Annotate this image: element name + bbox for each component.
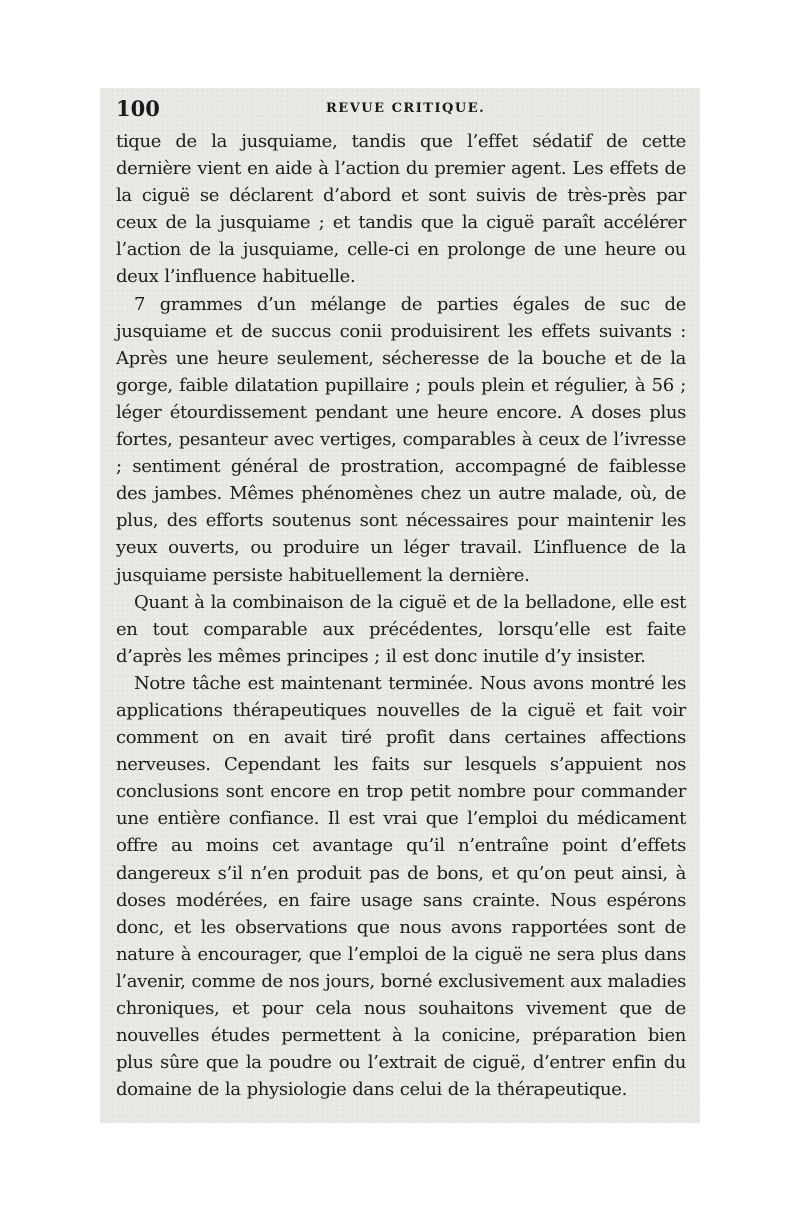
paragraph-continuation: tique de la jusquiame, tandis que l’effet sédatif de cette dernière vient en aide à l’action du premier agent. Les effets de la ciguë se déclarent d’abord et sont suivis de très-près par ceux de la jusquiame ; et tandis que la ciguë paraît accélérer l’action de la jusquiame, celle-ci en prolonge de une heure ou deux l’influence habituelle.: [116, 131, 686, 288]
page-number: 100: [116, 96, 160, 121]
page-header: [116, 96, 684, 124]
body-text: [116, 128, 686, 1103]
paragraph-conclusion: Notre tâche est maintenant terminée. Nous avons montré les applications thérapeutiques nouvelles de la ciguë et fait voir comment on en avait tiré profit dans certaines affections nerveuses. Cependant les faits sur lesquels s’appuient nos conclusions sont encore en trop petit nombre pour commander une entière confiance. Il est vrai que l’emploi du médicament offre au moins cet avantage qu’il n’entraîne point d’effets dangereux s’il n’en produit pas de bons, et qu’on peut ainsi, à doses modérées, en faire usage sans crainte. Nous espérons donc, et les observations que nous avons rapportées sont de nature à encourager, que l’emploi de la ciguë ne sera plus dans l’avenir, comme de nos jours, borné exclusivement aux maladies chroniques, et pour cela nous souhaitons vivement que de nouvelles études permettent à la conicine, préparation bien plus sûre que la poudre ou l’extrait de ciguë, d’entrer enfin du domaine de la physiologie dans celui de la thérapeutique.: [116, 672, 686, 1101]
paragraph-belladone: Quant à la combinaison de la ciguë et de la belladone, elle est en tout comparable aux précédentes, lorsqu’elle est faite d’après les mêmes principes ; il est donc inutile d’y insister.: [116, 591, 686, 667]
running-head: REVUE CRITIQUE.: [326, 101, 486, 116]
paragraph-jusquiame-dose: 7 grammes d’un mélange de parties égales de suc de jusquiame et de succus conii produisirent les effets suivants : Après une heure seulement, sécheresse de la bouche et de la gorge, faible dilatation pupillaire ; pouls plein et régulier, à 56 ; léger étourdissement pendant une heure encore. A doses plus fortes, pesanteur avec vertiges, comparables à ceux de l’ivresse ; sentiment général de prostration, accompagné de faiblesse des jambes. Mêmes phénomènes chez un autre malade, où, de plus, des efforts soutenus sont nécessaires pour maintenir les yeux ouverts, ou produire un léger travail. L’influence de la jusquiame persiste habituellement la dernière.: [116, 293, 686, 586]
